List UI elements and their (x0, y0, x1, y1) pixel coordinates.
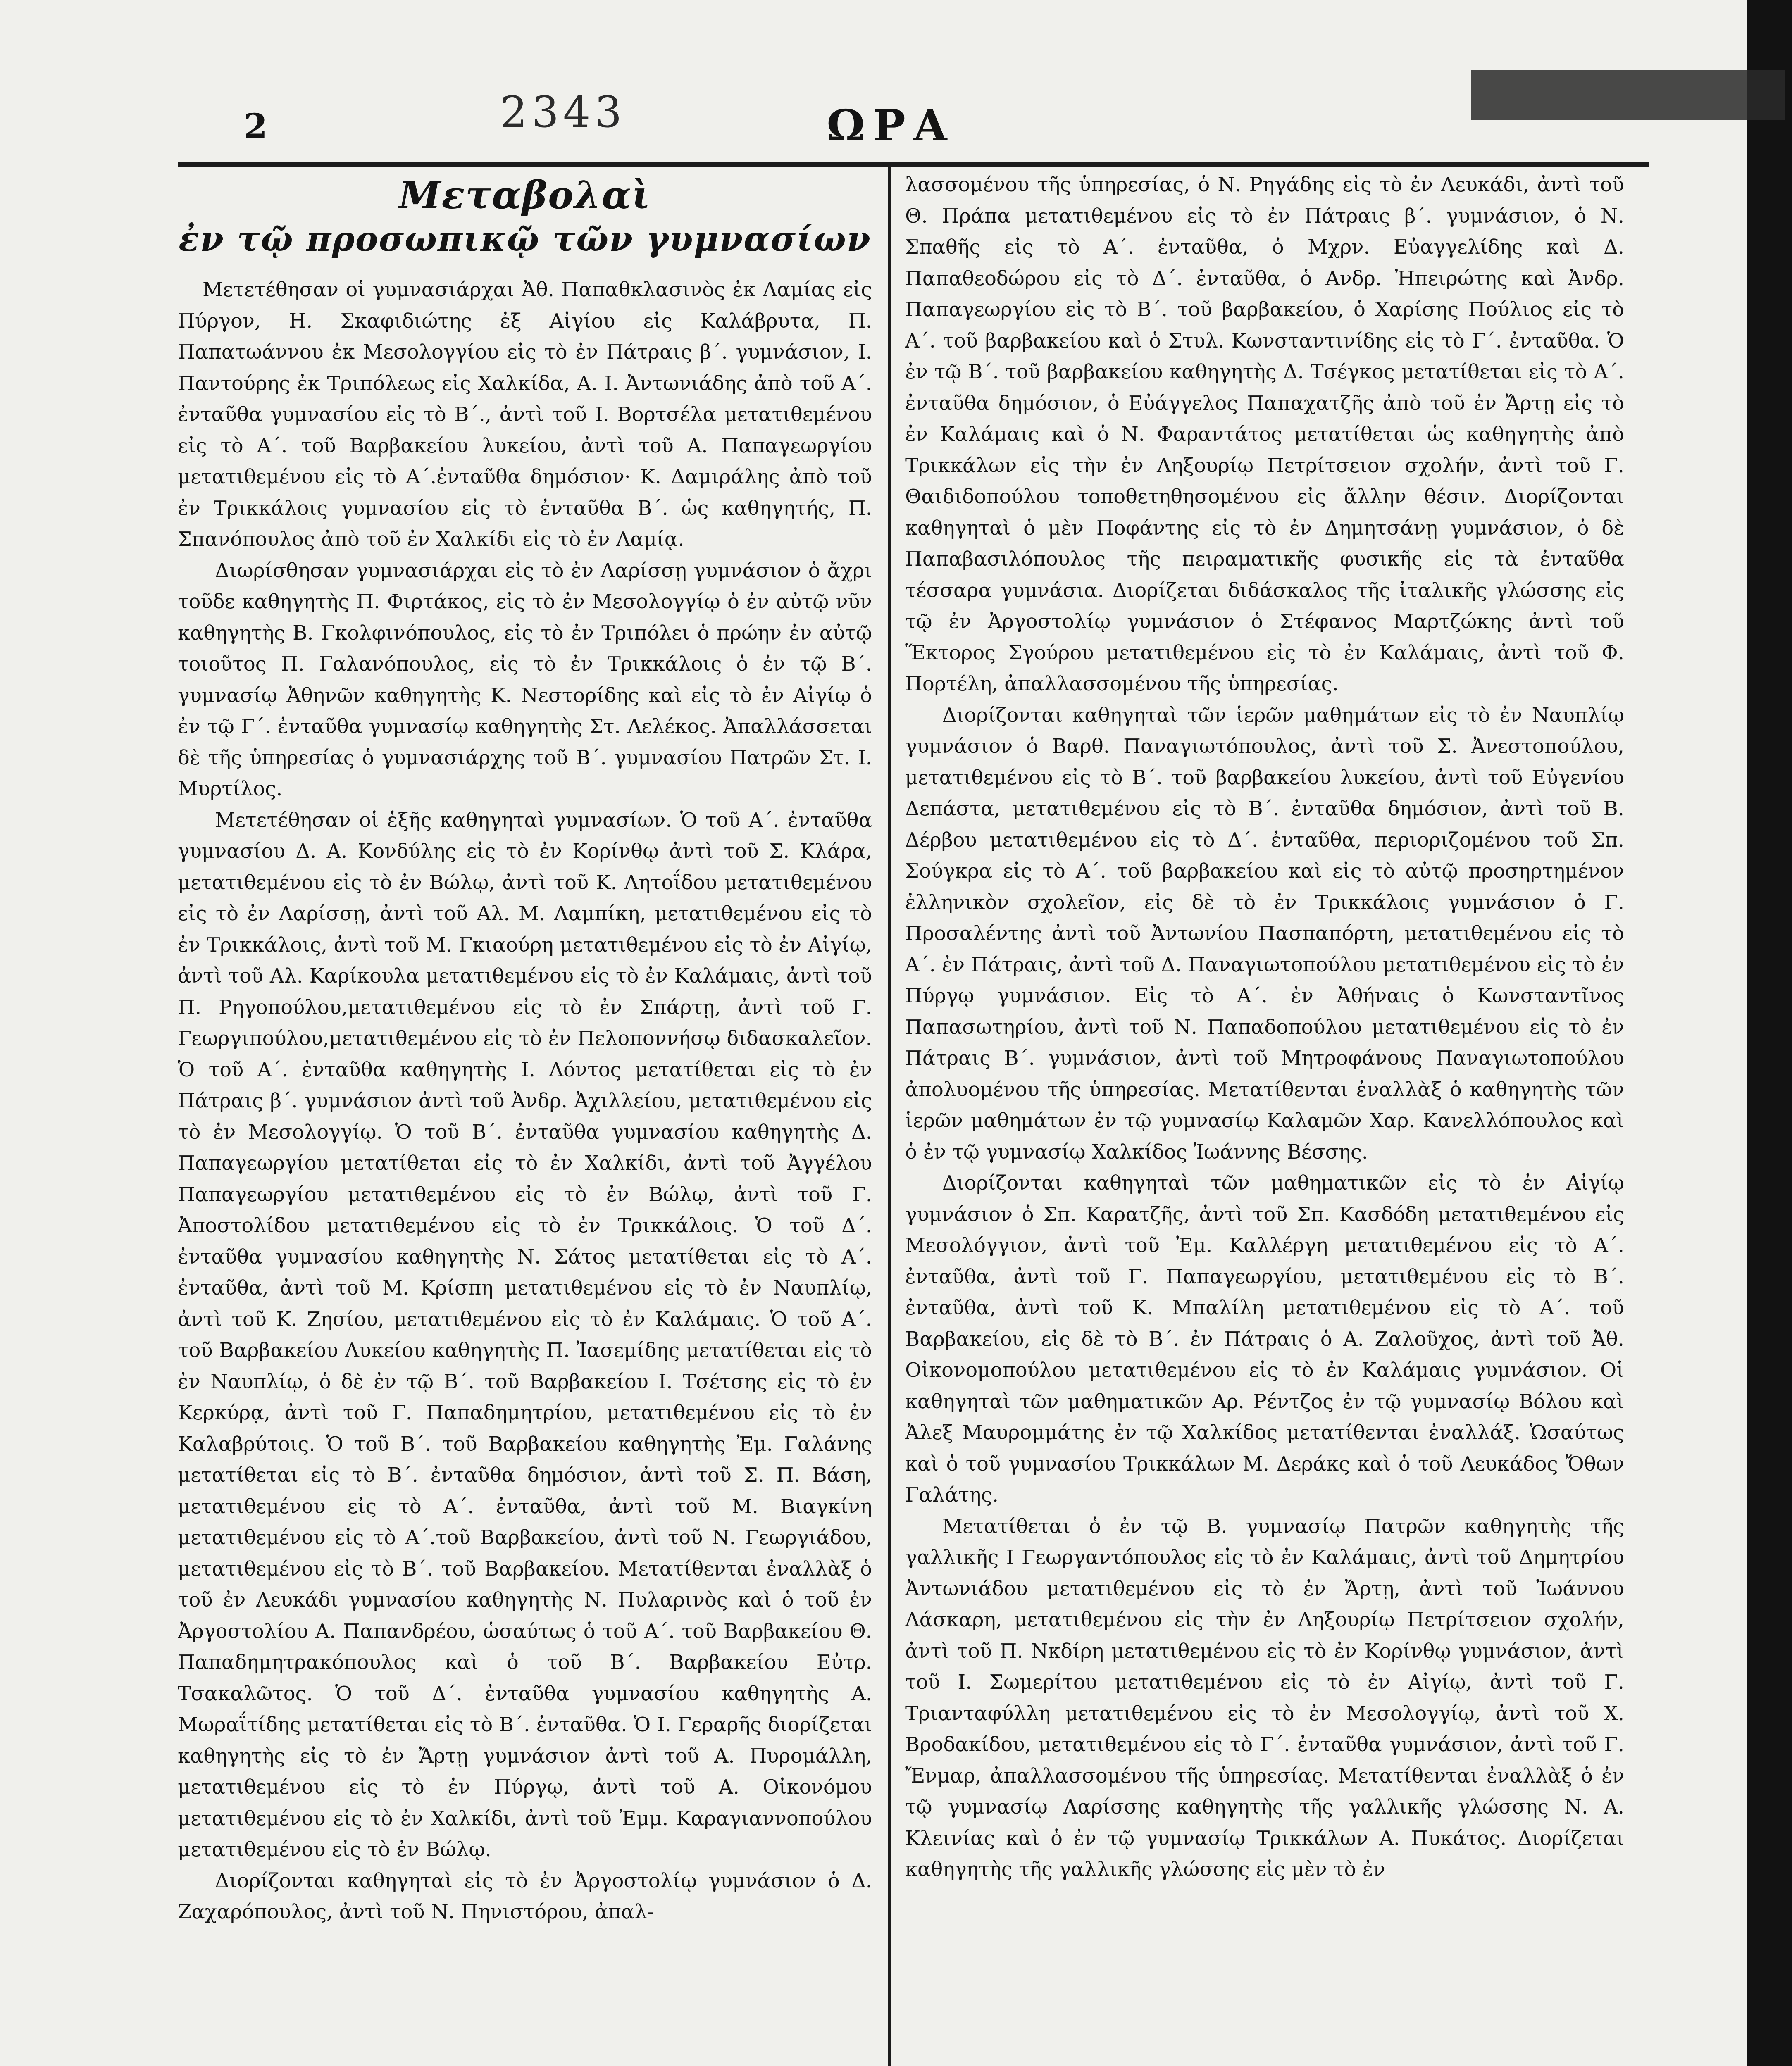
masthead-title: ΩΡΑ (827, 100, 956, 151)
paragraph: Διορίζονται καθηγηταὶ τῶν μαθηματικῶν εἰς τὸ ἐν Αἰγίῳ γυμνάσιον ὁ Σπ. Καρατζῆς, ἀντὶ τοῦ Σπ. Κασδόδη μετατιθεμένου εἰς Μεσολόγγιον, ἀντὶ τοῦ Ἐμ. Καλλέργη μετατιθεμένου εἰς τὸ Α΄. ἐνταῦθα, ἀντὶ τοῦ Γ. Παπαγεωργίου, μετατιθεμένου εἰς τὸ Β΄. ἐνταῦθα, ἀντὶ τοῦ Κ. Μπαλίλη μετατιθεμένου εἰς τὸ Α΄. τοῦ Βαρβακείου, εἰς δὲ τὸ Β΄. ἐν Πάτραις ὁ Α. Ζαλοῦχος, ἀντὶ τοῦ Ἀθ. Οἰκονομοπούλου μετατιθεμένου εἰς τὸ ἐν Καλάμαις γυμνάσιον. Οἱ καθηγηταὶ τῶν μαθηματικῶν Αρ. Ρέντζος ἐν τῷ γυμνασίῳ Βόλου καὶ Ἀλεξ Μαυρομμάτης ἐν τῷ Χαλκίδος μετατίθενται ἐναλλάξ. Ὡσαύτως καὶ ὁ τοῦ γυμνασίου Τρικκάλων Μ. Δεράκς καὶ ὁ τοῦ Λευκάδος Ὄθων Γαλάτης. (905, 1171, 1624, 1507)
paragraph: Διορίζονται καθηγηταὶ τῶν ἱερῶν μαθημάτων εἰς τὸ ἐν Ναυπλίῳ γυμνάσιον ὁ Βαρθ. Παναγιωτόπουλος, ἀντὶ τοῦ Σ. Ἀνεστοπούλου, μετατιθεμένου εἰς τὸ Β΄. τοῦ βαρβακείου λυκείου, ἀντὶ τοῦ Εὐγενίου Δεπάστα, μετατιθεμένου εἰς τὸ Β΄. ἐνταῦθα δημόσιον, ἀντὶ τοῦ Β. Δέρβου μετατιθεμένου εἰς τὸ Δ΄. ἐνταῦθα, περιοριζομένου τοῦ Σπ. Σούγκρα εἰς τὸ Α΄. τοῦ βαρβακείου καὶ εἰς τὸ αὐτῷ προσηρτημένον ἑλληνικὸν σχολεῖον, εἰς δὲ τὸ ἐν Τρικκάλοις γυμνάσιον ὁ Γ. Προσαλέντης ἀντὶ τοῦ Ἀντωνίου Πασπαπόρτη, μετατιθεμένου εἰς τὸ Α΄. ἐν Πάτραις, ἀντὶ τοῦ Δ. Παναγιωτοπούλου μετατιθεμένου εἰς τὸ ἐν Πύργῳ γυμνάσιον. Εἰς τὸ Α΄. ἐν Ἀθήναις ὁ Κωνσταντῖνος Παπασωτηρίου, ἀντὶ τοῦ Ν. Παπαδοπούλου μετατιθεμένου εἰς τὸ ἐν Πάτραις Β΄. γυμνάσιον, ἀντὶ τοῦ Μητροφάνους Παναγιωτοπούλου ἀπολυομένου τῆς ὑπηρεσίας. Μετατίθενται ἐναλλὰξ ὁ καθηγητὴς τῶν ἱερῶν μαθημάτων ἐν τῷ γυμνασίῳ Καλαμῶν Χαρ. Κανελλόπουλος καὶ ὁ ἐν τῷ γυμνασίῳ Χαλκίδος Ἰωάννης Βέσσης. (905, 703, 1624, 1164)
column-divider (888, 167, 891, 2066)
page-edge-shadow (1747, 0, 1792, 2066)
article-title: Μεταβολαὶ (398, 174, 651, 217)
article-subtitle: ἐν τῷ προσωπικῷ τῶν γυμνασίων (179, 219, 871, 259)
page-header (174, 83, 1645, 161)
paragraph: Μετετέθησαν οἱ γυμνασιάρχαι Ἀθ. Παπαθκλασινὸς ἐκ Λαμίας εἰς Πύργον, Η. Σκαφιδιώτης ἐξ Αἰγίου εἰς Καλάβρυτα, Π. Παπατωάννου ἐκ Μεσολογγίου εἰς τὸ ἐν Πάτραις β΄. γυμνάσιον, Ι. Παντούρης ἐκ Τριπόλεως εἰς Χαλκίδα, Α. Ι. Ἀντωνιάδης ἀπὸ τοῦ Α΄. ἐνταῦθα γυμνασίου εἰς τὸ Β΄., ἀντὶ τοῦ Ι. Βορτσέλα μετατιθεμένου εἰς τὸ Α΄. τοῦ Βαρβακείου λυκείου, ἀντὶ τοῦ Α. Παπαγεωργίου μετατιθεμένου εἰς τὸ Α΄.ἐνταῦθα δημόσιον· Κ. Δαμιράλης ἀπὸ τοῦ ἐν Τρικκάλοις γυμνασίου εἰς τὸ ἐνταῦθα Β΄. ὡς καθηγητής, Π. Σπανόπουλος ἀπὸ τοῦ ἐν Χαλκίδι εἰς τὸ ἐν Λαμίᾳ. (178, 278, 872, 551)
paragraph: Μετατίθεται ὁ ἐν τῷ Β. γυμνασίῳ Πατρῶν καθηγητὴς τῆς γαλλικῆς Ι Γεωργαντόπουλος εἰς τὸ ἐν Καλάμαις, ἀντὶ τοῦ Δημητρίου Ἀντωνιάδου μετατιθεμένου εἰς τὸ ἐν Ἄρτῃ, ἀντὶ τοῦ Ἰωάννου Λάσκαρη, μετατιθεμένου εἰς τὴν ἐν Ληξουρίῳ Πετρίτσειον σχολήν, ἀντὶ τοῦ Π. Νκδίρη μετατιθεμένου εἰς τὸ ἐν Κορίνθῳ γυμνάσιον, ἀντὶ τοῦ Ι. Σωμερίτου μετατιθεμένου εἰς τὸ ἐν Αἰγίῳ, ἀντὶ τοῦ Γ. Τριανταφύλλη μετατιθεμένου εἰς τὸ ἐν Μεσολογγίῳ, ἀντὶ τοῦ Χ. Βροδακίδου, μετατιθεμένου εἰς τὸ Γ΄. ἐνταῦθα γυμνάσιον, ἀντὶ τοῦ Γ. Ἔνμαρ, ἀπαλλασσομένου τῆς ὑπηρεσίας. Μετατίθενται ἐναλλὰξ ὁ ἐν τῷ γυμνασίῳ Λαρίσσης καθηγητὴς τῆς γαλλικῆς γλώσσης Ν. Α. Κλεινίας καὶ ὁ ἐν τῷ γυμνασίῳ Τρικκάλων Α. Πυκάτος. Διορίζεται καθηγητὴς τῆς γαλλικῆς γλώσσης εἰς μὲν τὸ ἐν (905, 1514, 1624, 1881)
header-rule (178, 162, 1649, 167)
archive-number: 2343 (500, 87, 626, 137)
right-column (905, 169, 1624, 2066)
paragraph: λασσομένου τῆς ὑπηρεσίας, ὁ Ν. Ρηγάδης εἰς τὸ ἐν Λευκάδι, ἀντὶ τοῦ Θ. Πράπα μετατιθεμένου εἰς τὸ ἐν Πάτραις β΄. γυμνάσιον, ὁ Ν. Σπαθῆς εἰς τὸ Α΄. ἐνταῦθα, ὁ Μχρν. Εὐαγγελίδης καὶ Δ. Παπαθεοδώρου εἰς τὸ Δ΄. ἐνταῦθα, ὁ Ανδρ. Ἠπειρώτης καὶ Ἀνδρ. Παπαγεωργίου εἰς τὸ Β΄. τοῦ βαρβακείου, ὁ Χαρίσης Πούλιος εἰς τὸ Α΄. τοῦ βαρβακείου καὶ ὁ Στυλ. Κωνσταντινίδης εἰς τὸ Γ΄. ἐνταῦθα. Ὁ ἐν τῷ Β΄. τοῦ βαρβακείου καθηγητὴς Δ. Τσέγκος μετατίθεται εἰς τὸ Α΄. ἐνταῦθα δημόσιον, ὁ Εὐάγγελος Παπαχατζῆς ἀπὸ τοῦ ἐν Ἄρτῃ εἰς τὸ ἐν Καλάμαις καὶ ὁ Ν. Φαραντάτος μετατίθεται ὡς καθηγητὴς ἀπὸ Τρικκάλων εἰς τὴν ἐν Ληξουρίῳ Πετρίτσειον σχολήν, ἀντὶ τοῦ Γ. Θαιδιδοπούλου τοποθετηθησομένου εἰς ἄλλην θέσιν. Διορίζονται καθηγηταὶ ὁ μὲν Ποφάντης εἰς τὸ ἐν Δημητσάνῃ γυμνάσιον, ὁ δὲ Παπαβασιλόπουλος τῆς πειραματικῆς φυσικῆς εἰς τὰ ἐνταῦθα τέσσαρα γυμνάσια. Διορίζεται διδάσκαλος τῆς ἰταλικῆς γλώσσης εἰς τῷ ἐν Ἀργοστολίῳ γυμνάσιον ὁ Στέφανος Μαρτζώκης ἀντὶ τοῦ Ἕκτορος Σγούρου μετατιθεμένου εἰς τὸ ἐν Καλάμαις, ἀντὶ τοῦ Φ. Πορτέλη, ἀπαλλασσομένου τῆς ὑπηρεσίας. (905, 173, 1624, 695)
paragraph: Διορίζονται καθηγηταὶ εἰς τὸ ἐν Ἀργοστολίῳ γυμνάσιον ὁ Δ. Ζαχαρόπουλος, ἀντὶ τοῦ Ν. Πηνιστόρου, ἀπαλ- (178, 1869, 872, 1923)
left-column (178, 174, 872, 2066)
paragraph: Μετετέθησαν οἱ ἑξῆς καθηγηταὶ γυμνασίων. Ὁ τοῦ Α΄. ἐνταῦθα γυμνασίου Δ. Α. Κονδύλης εἰς τὸ ἐν Κορίνθῳ ἀντὶ τοῦ Σ. Κλάρα, μετατιθεμένου εἰς τὸ ἐν Βώλῳ, ἀντὶ τοῦ Κ. Λητοΐδου μετατιθεμένου εἰς τὸ ἐν Λαρίσσῃ, ἀντὶ τοῦ Αλ. Μ. Λαμπίκη, μετατιθεμένου εἰς τὸ ἐν Τρικκάλοις, ἀντὶ τοῦ Μ. Γκιαούρη μετατιθεμένου εἰς τὸ ἐν Αἰγίῳ, ἀντὶ τοῦ Αλ. Καρίκουλα μετατιθεμένου εἰς τὸ ἐν Καλάμαις, ἀντὶ τοῦ Π. Ρηγοπούλου,μετατιθεμένου εἰς τὸ ἐν Σπάρτῃ, ἀντὶ τοῦ Γ. Γεωργιπούλου,μετατιθεμένου εἰς τὸ ἐν Πελοποννήσῳ διδασκαλεῖον. Ὁ τοῦ Α΄. ἐνταῦθα καθηγητὴς Ι. Λόντος μετατίθεται εἰς τὸ ἐν Πάτραις β΄. γυμνάσιον ἀντὶ τοῦ Ἀνδρ. Ἀχιλλείου, μετατιθεμένου εἰς τὸ ἐν Μεσολογγίῳ. Ὁ τοῦ Β΄. ἐνταῦθα γυμνασίου καθηγητὴς Δ. Παπαγεωργίου μετατίθεται εἰς τὸ ἐν Χαλκίδι, ἀντὶ τοῦ Ἀγγέλου Παπαγεωργίου μετατιθεμένου εἰς τὸ ἐν Βώλῳ, ἀντὶ τοῦ Γ. Ἀποστολίδου μετατιθεμένου εἰς τὸ ἐν Τρικκάλοις. Ὁ τοῦ Δ΄. ἐνταῦθα γυμνασίου καθηγητὴς Ν. Σάτος μετατίθεται εἰς τὸ Α΄. ἐνταῦθα, ἀντὶ τοῦ Μ. Κρίσπη μετατιθεμένου εἰς τὸ ἐν Ναυπλίῳ, ἀντὶ τοῦ Κ. Ζησίου, μετατιθεμένου εἰς τὸ ἐν Καλάμαις. Ὁ τοῦ Α΄. τοῦ Βαρβακείου Λυκείου καθηγητὴς Π. Ἰασεμίδης μετατίθεται εἰς τὸ ἐν Ναυπλίῳ, ὁ δὲ ἐν τῷ Β΄. τοῦ Βαρβακείου Ι. Τσέτσης εἰς τὸ ἐν Κερκύρᾳ, ἀντὶ τοῦ Γ. Παπαδημητρίου, μετατιθεμένου εἰς τὸ ἐν Καλαβρύτοις. Ὁ τοῦ Β΄. τοῦ Βαρβακείου καθηγητὴς Ἐμ. Γαλάνης μετατίθεται εἰς τὸ Β΄. ἐνταῦθα δημόσιον, ἀντὶ τοῦ Σ. Π. Βάση, μετατιθεμένου εἰς τὸ Α΄. ἐνταῦθα, ἀντὶ τοῦ Μ. Βιαγκίνη μετατιθεμένου εἰς τὸ Α΄.τοῦ Βαρβακείου, ἀντὶ τοῦ Ν. Γεωργιάδου, μετατιθεμένου εἰς τὸ Β΄. τοῦ Βαρβακείου. Μετατίθενται ἐναλλὰξ ὁ τοῦ ἐν Λευκάδι γυμνασίου καθηγητὴς Ν. Πυλαρινὸς καὶ ὁ τοῦ ἐν Ἀργοστολίου Α. Παπανδρέου, ὡσαύτως ὁ τοῦ Α΄. τοῦ Βαρβακείου Θ. Παπαδημητρακόπουλος καὶ ὁ τοῦ Β΄. Βαρβακείου Εὐτρ. Τσακαλῶτος. Ὁ τοῦ Δ΄. ἐνταῦθα γυμνασίου καθηγητὴς Α. Μωραΐτίδης μετατίθεται εἰς τὸ Β΄. ἐνταῦθα. Ὁ Ι. Γεραρῆς διορίζεται καθηγητὴς εἰς τὸ ἐν Ἄρτῃ γυμνάσιον ἀντὶ τοῦ Α. Πυρομάλλη, μετατιθεμένου εἰς τὸ ἐν Πύργῳ, ἀντὶ τοῦ Α. Οἰκονόμου μετατιθεμένου εἰς τὸ ἐν Χαλκίδι, ἀντὶ τοῦ Ἐμμ. Καραγιαννοπούλου μετατιθεμένου εἰς τὸ ἐν Βώλῳ. (178, 808, 872, 1861)
paragraph: Διωρίσθησαν γυμνασιάρχαι εἰς τὸ ἐν Λαρίσσῃ γυμνάσιον ὁ ἄχρι τοῦδε καθηγητὴς Π. Φιρτάκος, εἰς τὸ ἐν Μεσολογγίῳ ὁ ἐν αὐτῷ νῦν καθηγητὴς Β. Γκολφινόπουλος, εἰς τὸ ἐν Τριπόλει ὁ πρώην ἐν αὐτῷ τοιοῦτος Π. Γαλανόπουλος, εἰς τὸ ἐν Τρικκάλοις ὁ ἐν τῷ Β΄. γυμνασίῳ Ἀθηνῶν καθηγητὴς Κ. Νεστορίδης καὶ εἰς τὸ ἐν Αἰγίῳ ὁ ἐν τῷ Γ΄. ἐνταῦθα γυμνασίῳ καθηγητὴς Στ. Λελέκος. Ἀπαλλάσσεται δὲ τῆς ὑπηρεσίας ὁ γυμνασιάρχης τοῦ Β΄. γυμνασίου Πατρῶν Στ. Ι. Μυρτίλος. (178, 559, 872, 800)
page-number: 2 (244, 107, 268, 146)
